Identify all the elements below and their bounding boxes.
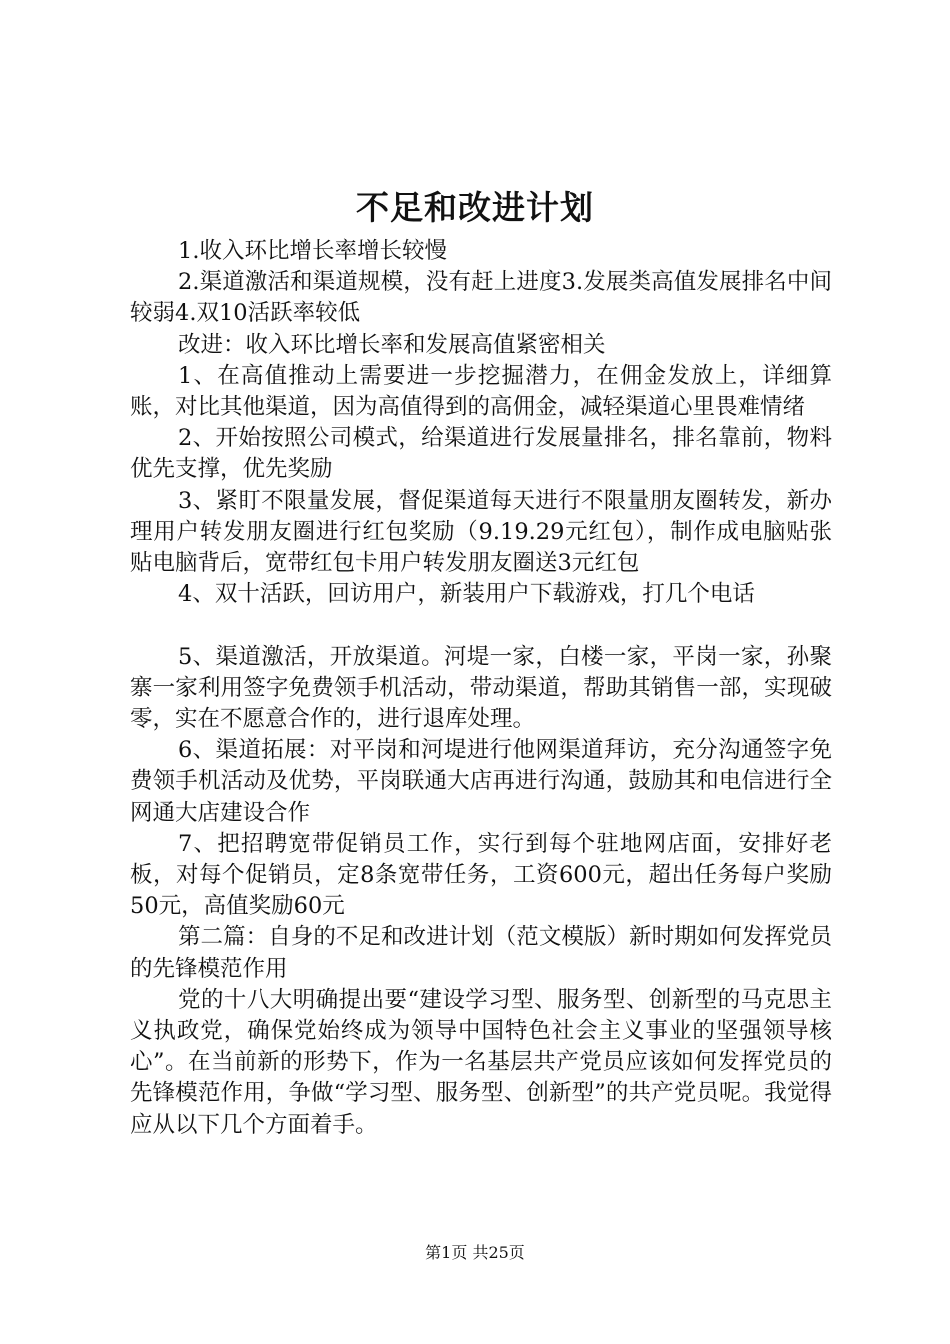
- paragraph-3: 改进：收入环比增长率和发展高值紧密相关: [178, 331, 606, 358]
- page-title: 不足和改进计划: [356, 188, 594, 227]
- page-number-footer: 第1页 共25页: [425, 1243, 525, 1262]
- paragraph-1: 1.收入环比增长率增长较慢: [178, 238, 447, 264]
- paragraph-11: 第二篇：自身的不足和改进计划（范文模版）新时期如何发挥党员的先锋模范作用: [130, 924, 832, 982]
- paragraph-9: 6、渠道拓展：对平岗和河堤进行他网渠道拜访，充分沟通签字免费领手机活动及优势，平岗联通大店再进行沟通，鼓励其和电信进行全网通大店建设合作: [130, 737, 832, 826]
- paragraph-10: 7、把招聘宽带促销员工作，实行到每个驻地网店面，安排好老板，对每个促销员，定8条宽带任务，工资600元，超出任务每户奖励50元，高值奖励60元: [130, 830, 832, 920]
- paragraph-5: 2、开始按照公司模式，给渠道进行发展量排名，排名靠前，物料优先支撑，优先奖励: [130, 425, 832, 483]
- paragraph-6: 3、紧盯不限量发展，督促渠道每天进行不限量朋友圈转发，新办理用户转发朋友圈进行红包奖励（9.19.29元红包），制作成电脑贴张贴电脑背后，宽带红包卡用户转发朋友圈送3元红包: [130, 487, 832, 577]
- paragraph-2: 2.渠道激活和渠道规模，没有赶上进度3.发展类高值发展排名中间较弱4.双10活跃率较低: [130, 269, 832, 327]
- document-body: [130, 236, 832, 1141]
- paragraph-4: 1、在高值推动上需要进一步挖掘潜力，在佣金发放上，详细算账，对比其他渠道，因为高值得到的高佣金，减轻渠道心里畏难情绪: [130, 362, 832, 421]
- paragraph-8: 5、渠道激活，开放渠道。河堤一家，白楼一家，平岗一家，孙聚寨一家利用签字免费领手机活动，带动渠道，帮助其销售一部，实现破零，实在不愿意合作的，进行退库处理。: [130, 643, 832, 733]
- paragraph-7: 4、双十活跃，回访用户，新装用户下载游戏，打几个电话: [178, 581, 755, 608]
- blank-line: [130, 610, 832, 641]
- paragraph-12: 党的十八大明确提出要“建设学习型、服务型、创新型的马克思主义执政党，确保党始终成为领导中国特色社会主义事业的坚强领导核心”。在当前新的形势下，作为一名基层共产党员应该如何发挥党员的先锋模范作用，争做“学习型、服务型、创新型”的共产党员呢。我觉得应从以下几个方面着手。: [130, 986, 832, 1138]
